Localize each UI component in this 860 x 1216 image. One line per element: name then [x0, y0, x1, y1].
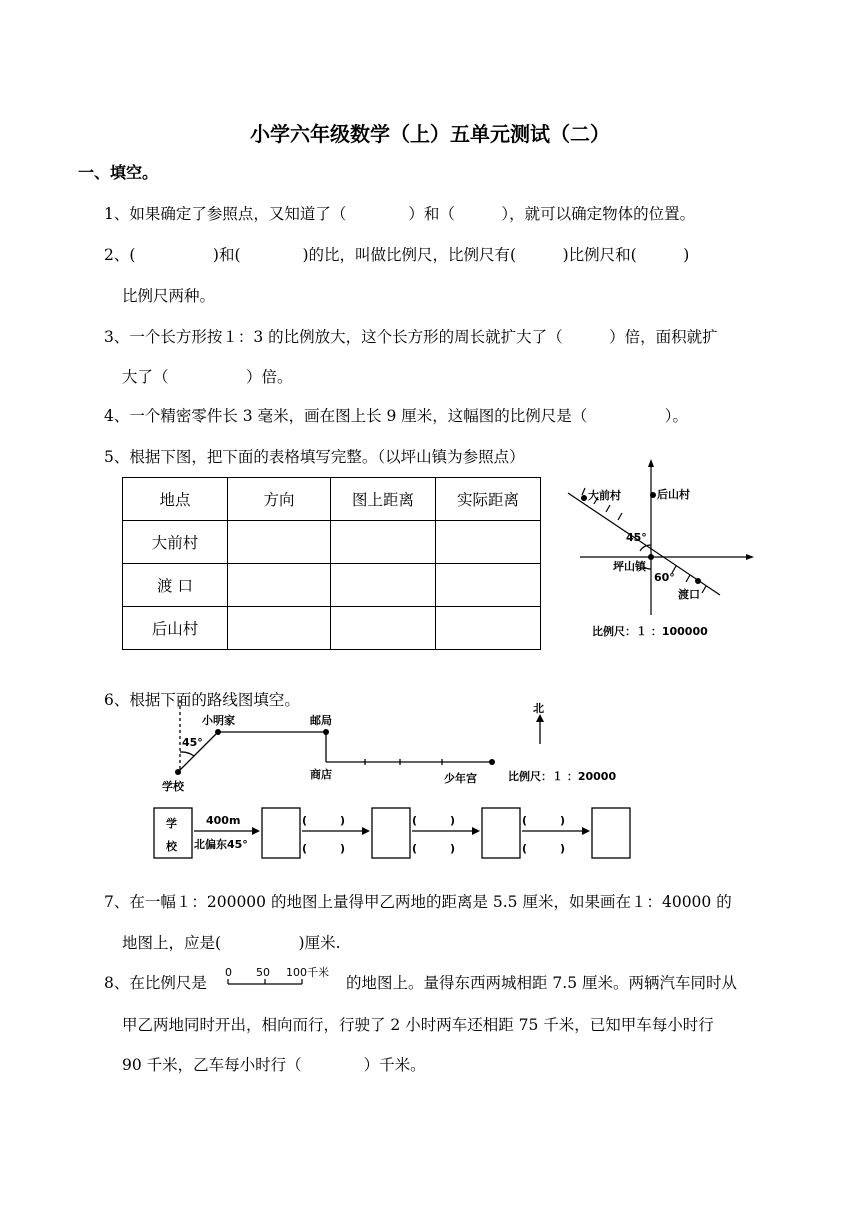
map-label: 大前村: [588, 489, 621, 502]
table-cell: 后山村: [123, 607, 228, 650]
blank-paren[interactable]: ( ): [412, 842, 456, 855]
map-label: 后山村: [657, 488, 690, 501]
page-title: 小学六年级数学（上）五单元测试（二）: [250, 122, 610, 146]
distance-label: 400m: [206, 814, 241, 827]
location-table: [122, 477, 541, 650]
table-cell: 渡 口: [123, 564, 228, 607]
map-label: 渡口: [678, 588, 700, 601]
question-2-line-1: 2、( )和( )的比，叫做比例尺，比例尺有( )比例尺和( ): [104, 246, 690, 264]
flow-box: [262, 808, 300, 858]
direction-label: 北偏东45°: [194, 838, 248, 851]
place-label: 学校: [162, 780, 184, 793]
box-label: 学: [166, 817, 177, 830]
question-3-line-1: 3、一个长方形按１：3 的比例放大，这个长方形的周长就扩大了（ ）倍，面积就扩: [104, 328, 718, 346]
arrow-icon: [362, 827, 370, 835]
table-header: 图上距离: [331, 478, 436, 521]
north-arrow-icon: [536, 714, 544, 722]
table-row: [123, 607, 541, 650]
table-header: 方向: [228, 478, 331, 521]
village-point: [581, 495, 587, 501]
scale-tick-label: 100千米: [286, 966, 329, 979]
question-8-line-2: 甲乙两地同时开出，相向而行，行驶了 2 小时两车还相距 75 千米，已知甲车每小时行: [122, 1016, 714, 1034]
place-label: 少年宫: [444, 772, 477, 785]
flow-box: [372, 808, 410, 858]
blank-paren[interactable]: ( ): [522, 814, 566, 827]
question-8-line-3: 90 千米，乙车每小时行（ ）千米。: [122, 1056, 426, 1074]
table-header: 实际距离: [436, 478, 541, 521]
map-label: 60°: [654, 571, 675, 584]
answer-cell[interactable]: [331, 607, 436, 650]
section-heading: 一、填空。: [78, 163, 159, 182]
table-row: [123, 564, 541, 607]
place-label: 商店: [310, 768, 332, 781]
answer-cell[interactable]: [436, 607, 541, 650]
place-label: 小明家: [202, 714, 235, 727]
question-4: 4、一个精密零件长 3 毫米，画在图上长 9 厘米，这幅图的比例尺是（ ）。: [104, 407, 689, 425]
scale-tick-label: 50: [256, 966, 270, 979]
line-scale: [222, 964, 340, 988]
question-5: 5、根据下图，把下面的表格填写完整。（以坪山镇为参照点）: [104, 448, 525, 466]
answer-cell[interactable]: [331, 564, 436, 607]
map-label: 45°: [626, 531, 647, 544]
question-1: 1、如果确定了参照点，又知道了（ ）和（ ），就可以确定物体的位置。: [104, 205, 696, 223]
town-point: [648, 554, 654, 560]
place-label: 邮局: [310, 714, 332, 727]
question-7-line-2: 地图上，应是( )厘米.: [122, 934, 341, 952]
scale-tick-label: 0: [225, 966, 232, 979]
village-point: [695, 578, 701, 584]
answer-cell[interactable]: [331, 521, 436, 564]
arrow-icon: [252, 827, 260, 835]
north-arrow-icon: [648, 459, 654, 467]
table-header-row: [123, 478, 541, 521]
map-scale: 比例尺：１ ：100000: [592, 625, 708, 638]
flow-box: [592, 808, 630, 858]
north-label: 北: [533, 702, 544, 715]
answer-cell[interactable]: [228, 607, 331, 650]
table-cell: 大前村: [123, 521, 228, 564]
question-3-line-2: 大了（ ）倍。: [122, 368, 293, 386]
answer-cell[interactable]: [436, 521, 541, 564]
east-arrow-icon: [746, 554, 754, 560]
village-point: [650, 492, 656, 498]
blank-paren[interactable]: ( ): [412, 814, 456, 827]
question-8-prefix: 8、在比例尺是: [104, 974, 207, 992]
question-7-line-1: 7、在一幅１：200000 的地图上量得甲乙两地的距离是 5.5 厘米，如果画在１：40000 的: [104, 893, 732, 911]
arrow-icon: [582, 827, 590, 835]
box-label: 校: [166, 840, 177, 853]
route-scale: 比例尺：１ ：20000: [508, 770, 617, 783]
answer-cell[interactable]: [228, 564, 331, 607]
blank-paren[interactable]: ( ): [302, 814, 346, 827]
question-8-suffix: 的地图上。量得东西两城相距 7.5 厘米。两辆汽车同时从: [346, 974, 738, 992]
map-label: 坪山镇: [613, 560, 646, 573]
question-2-line-2: 比例尺两种。: [122, 287, 216, 305]
blank-paren[interactable]: ( ): [302, 842, 346, 855]
table-header: 地点: [123, 478, 228, 521]
question-6: 6、根据下面的路线图填空。: [104, 691, 300, 709]
answer-cell[interactable]: [228, 521, 331, 564]
route-diagram: [150, 700, 670, 865]
angle-label: 45°: [182, 736, 203, 749]
direction-map: [560, 455, 760, 645]
arrow-icon: [472, 827, 480, 835]
answer-cell[interactable]: [436, 564, 541, 607]
flow-box: [482, 808, 520, 858]
table-row: [123, 521, 541, 564]
blank-paren[interactable]: ( ): [522, 842, 566, 855]
